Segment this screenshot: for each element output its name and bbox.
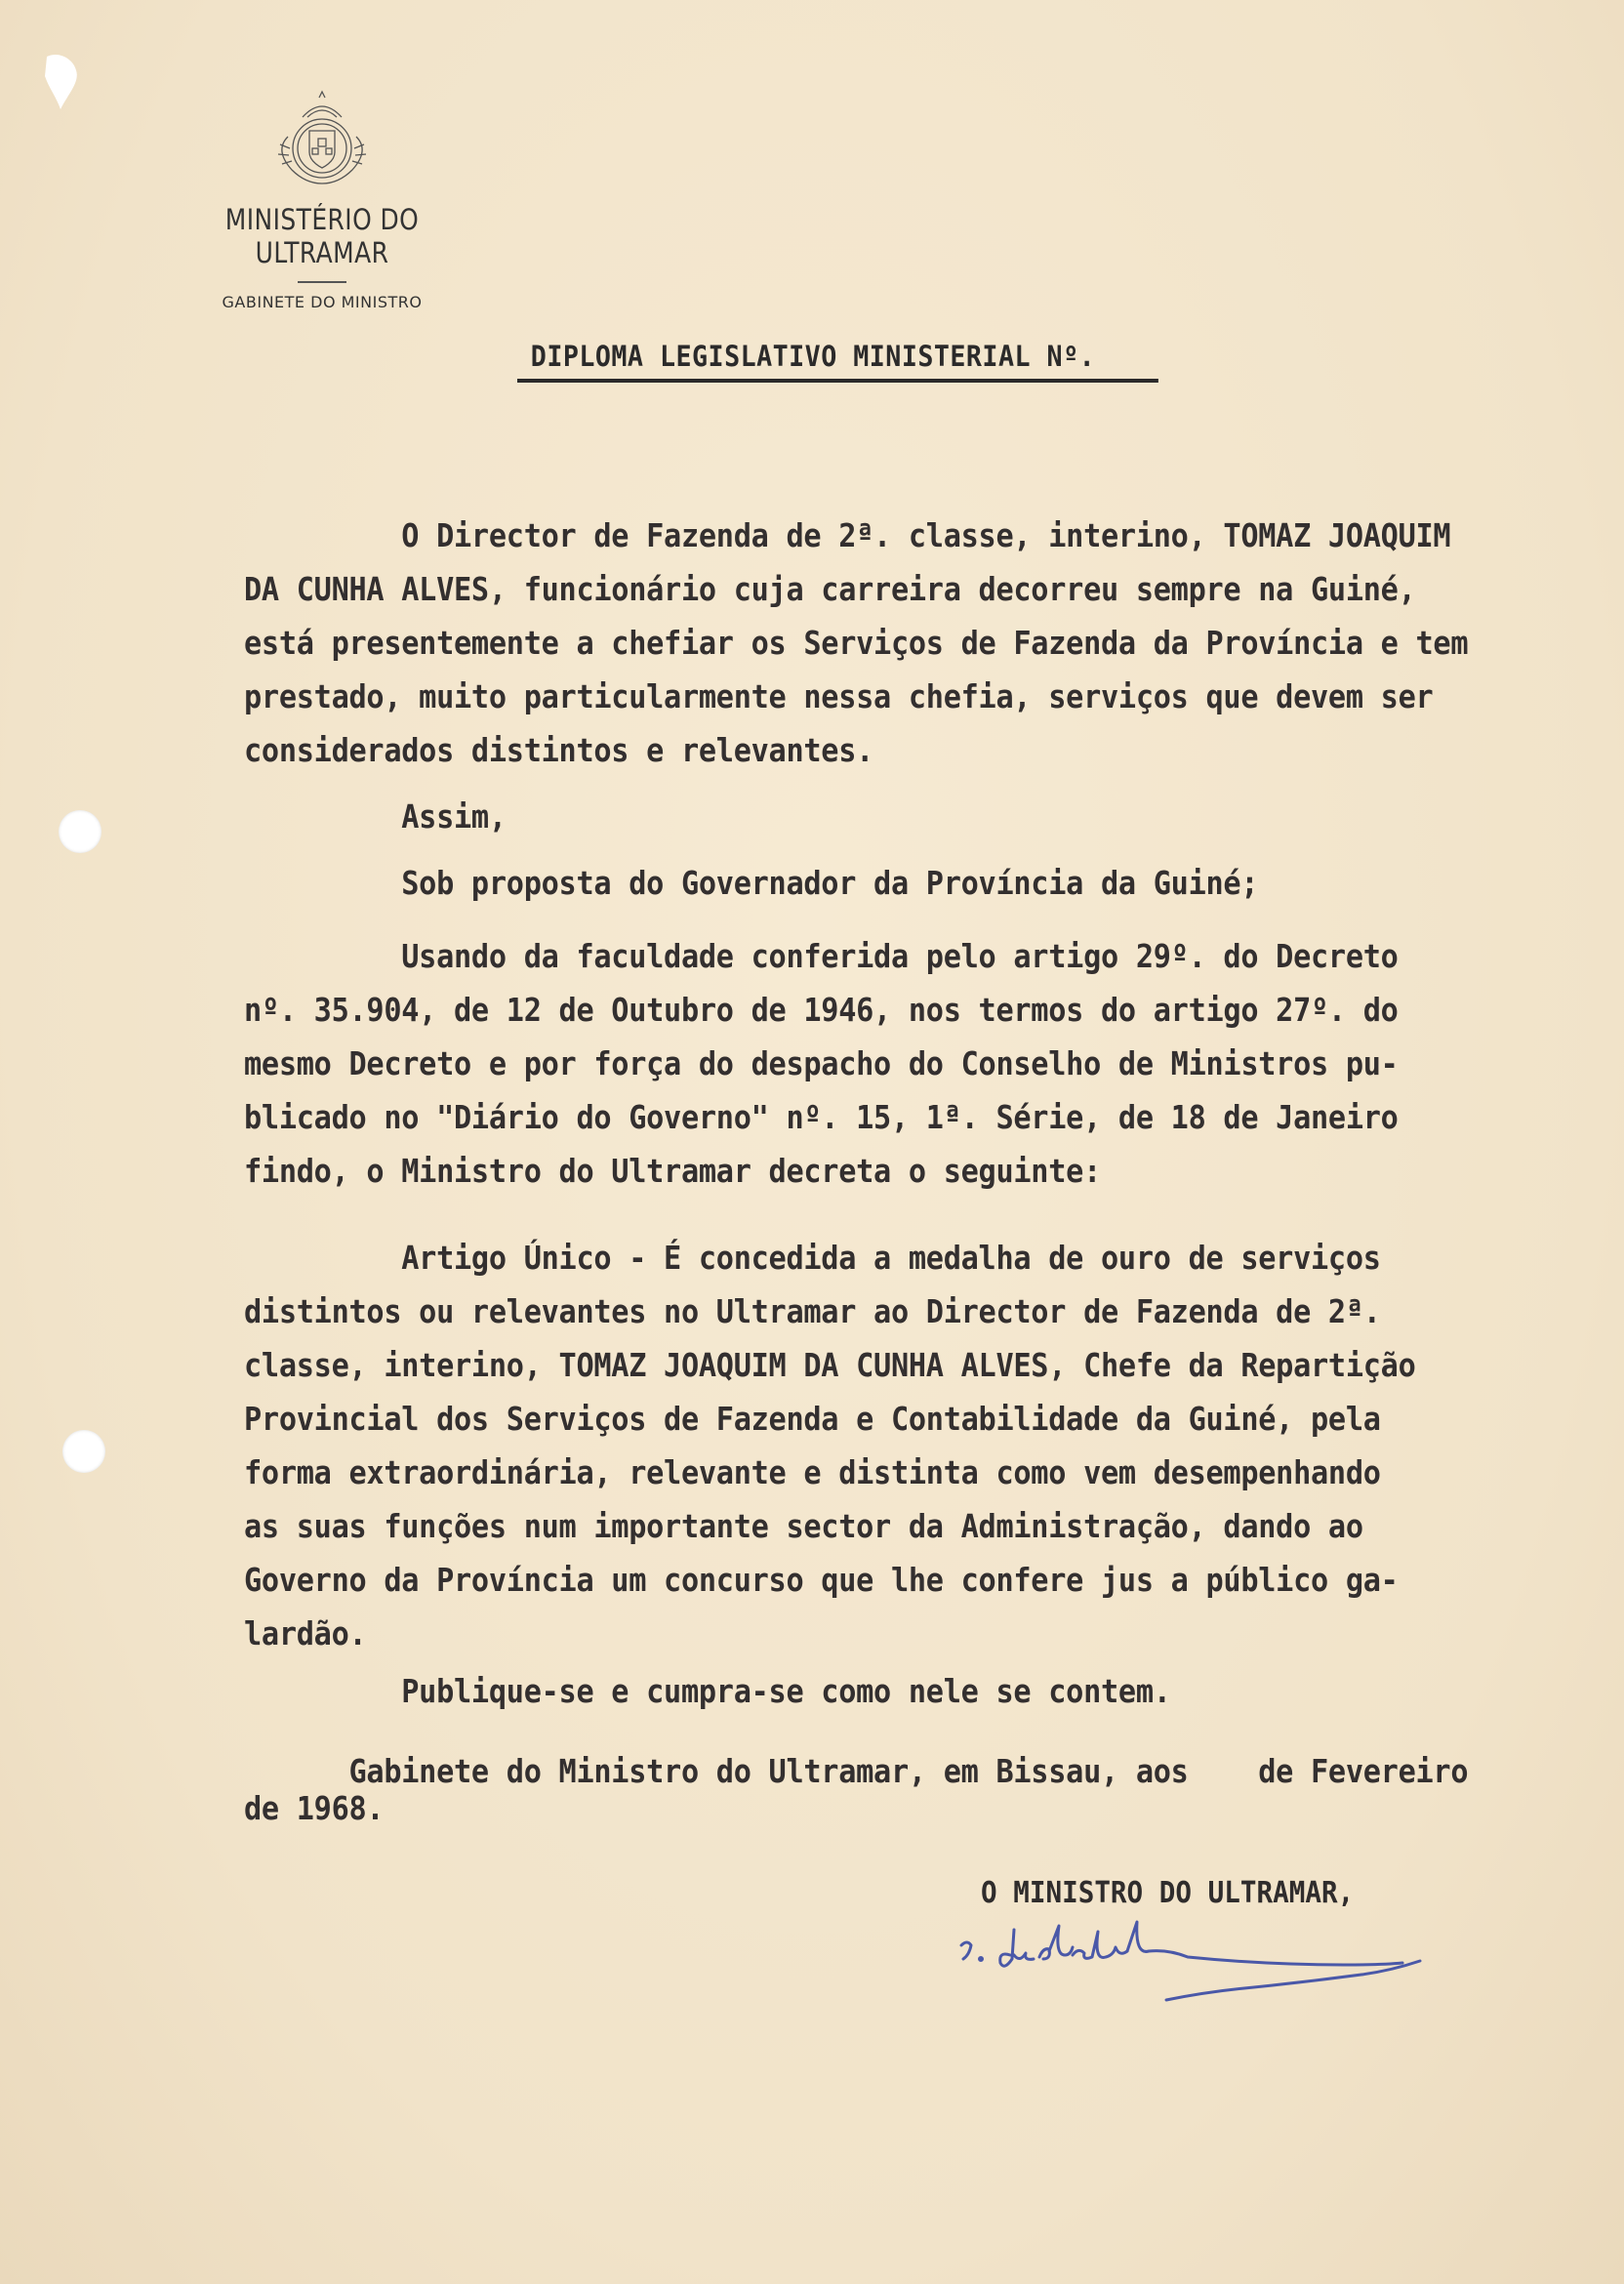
letterhead-divider xyxy=(298,281,346,283)
handwritten-signature xyxy=(952,1918,1464,2011)
signer-title: O MINISTRO DO ULTRAMAR, xyxy=(981,1876,1355,1910)
coat-of-arms-icon xyxy=(259,88,386,195)
paragraph-place-date: Gabinete do Ministro do Ultramar, em Bissau, aos de Fevereiro de 1968. xyxy=(244,1753,1469,1827)
document-title: DIPLOMA LEGISLATIVO MINISTERIAL Nº. xyxy=(517,340,1158,383)
ministry-name: MINISTÉRIO DO ULTRAMAR xyxy=(224,203,420,269)
paragraph-assim: Assim, xyxy=(244,798,507,836)
paragraph-legal-basis: Usando da faculdade conferida pelo artigo 29º. do Decreto nº. 35.904, de 12 de Outubro de 1946, nos termos do artigo 27º. do mesmo Decreto e por força do despacho do Conselho de Ministros pu- blicado no "Diário do Governo" nº. 15, 1ª. Série, de 18 de Janeiro findo, o Ministro do Ultramar decreta o seguinte: xyxy=(244,938,1399,1190)
punch-hole-bottom xyxy=(62,1430,105,1473)
office-name: GABINETE DO MINISTRO xyxy=(222,293,423,311)
paragraph-preamble: O Director de Fazenda de 2ª. classe, interino, TOMAZ JOAQUIM DA CUNHA ALVES, funcionário cuja carreira decorreu sempre na Guiné, está presentemente a chefiar os Serviços de Fazenda da Província e tem prestado, muito particularmente nessa chefia, serviços que devem ser considerados distintos e relevantes. xyxy=(244,517,1469,769)
paragraph-article: Artigo Único - É concedida a medalha de ouro de serviços distintos ou relevantes no Ultramar ao Director de Fazenda de 2ª. classe, interino, TOMAZ JOAQUIM DA CUNHA ALVES, Chefe da Repartição Provincial dos Serviços de Fazenda e Contabilidade da Guiné, pela forma extraordinária, relevante e distinta como vem desempenhando as suas funções num importante sector da Administração, dando ao Governo da Província um concurso que lhe confere jus a público ga- lardão. xyxy=(244,1240,1416,1652)
paragraph-proposal: Sob proposta do Governador da Província da Guiné; xyxy=(244,865,1259,902)
paper-tear-mark xyxy=(39,49,107,117)
punch-hole-top xyxy=(59,810,102,853)
paragraph-publication: Publique-se e cumpra-se como nele se contem. xyxy=(244,1673,1171,1710)
letterhead xyxy=(146,88,498,311)
